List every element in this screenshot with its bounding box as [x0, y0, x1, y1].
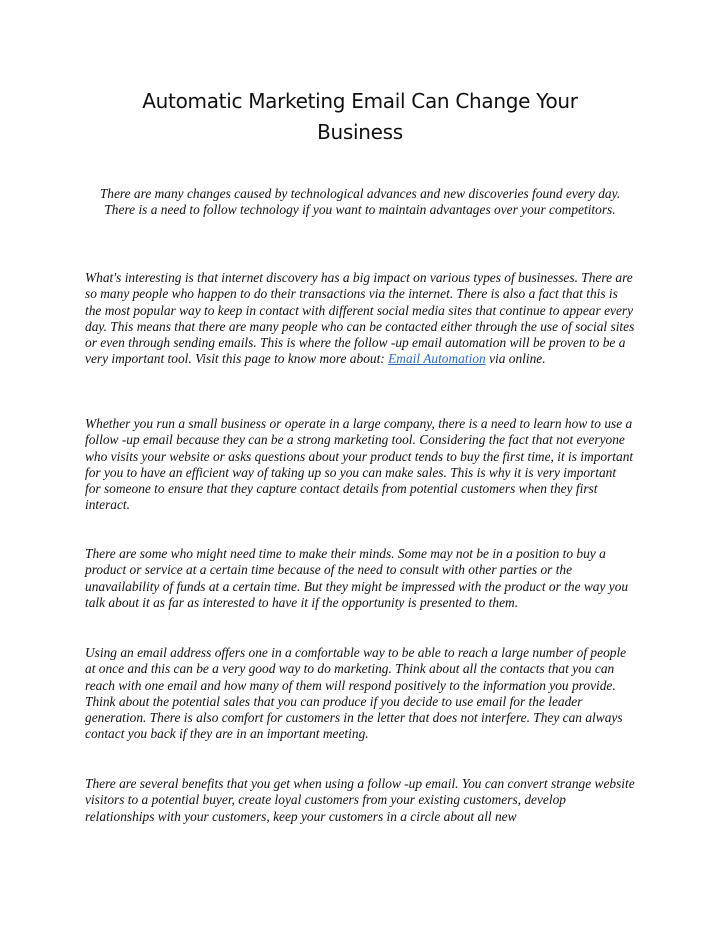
body-paragraph-1: [85, 270, 635, 368]
email-automation-link[interactable]: Email Automation: [388, 351, 486, 367]
body-paragraph-4: Using an email address offers one in a comfortable way to be able to reach a large number of people at once and this can be a very good way to do marketing. Think about all the contacts that you can reach with one email and how many of them will respond positively to the information you provide. Think about the potential sales that you can produce if you decide to use email for the leader generation. There is also comfort for customers in the letter that does not interfere. They can always contact you back if they are in an important meeting.: [85, 645, 627, 742]
body-paragraph-2: Whether you run a small business or operate in a large company, there is a need to learn how to use a follow -up email because they can be a strong marketing tool. Considering the fact that not everyone who visits your website or asks questions about your product tends to buy the first time, it is important for you to have an efficient way of taking up so you can make sales. This is why it is very important for someone to ensure that they capture contact details from potential customers when they first interact.: [85, 416, 634, 513]
body-paragraph-5: There are several benefits that you get when using a follow -up email. You can convert strange website visitors to a potential buyer, create loyal customers from your existing customers, develop relationships with your customers, keep your customers in a circle about all new: [85, 776, 635, 824]
intro-paragraph: There are many changes caused by technological advances and new discoveries found every day. There is a need to follow technology if you want to maintain advantages over your competitors.: [99, 186, 621, 218]
document-title: Automatic Marketing Email Can Change Your Business: [142, 89, 578, 144]
paragraph-text: What's interesting is that internet discovery has a big impact on various types of businesses. There are so many people who happen to do their transactions via the internet. There is also a fact that this is the most popular way to keep in contact with different social media sites that continue to appear every day. This means that there are many people who can be contacted either through the use of social sites or even through sending emails. This is where the follow -up email automation will be proven to be a very important tool. Visit this page to know more about:: [85, 270, 635, 367]
paragraph-text: via online.: [485, 351, 546, 367]
body-paragraph-3: There are some who might need time to make their minds. Some may not be in a position to buy a product or service at a certain time because of the need to consult with other parties or the unavailability of funds at a certain time. But they might be impressed with the product or the way you talk about it as far as interested to have it if the opportunity is presented to them.: [85, 546, 629, 610]
